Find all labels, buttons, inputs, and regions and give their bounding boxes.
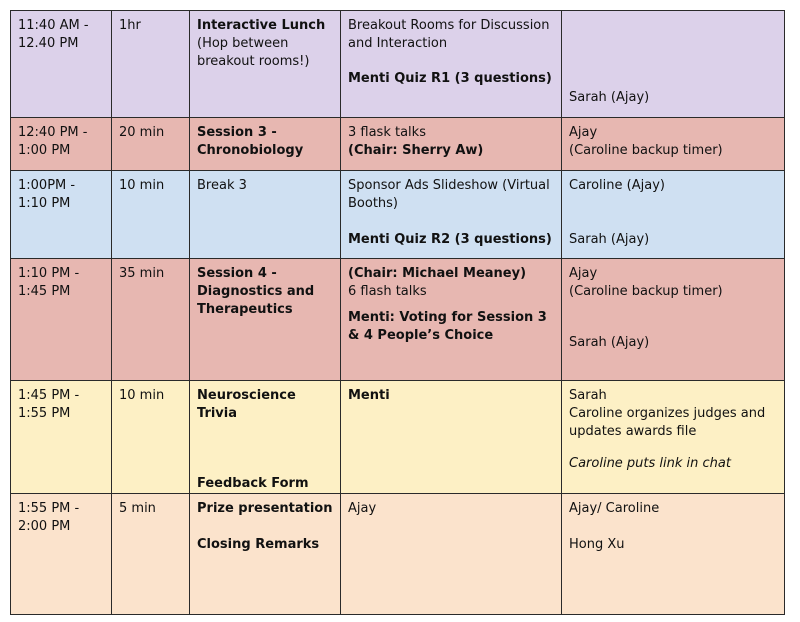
lead-cell: [562, 381, 785, 494]
duration-cell: 35 min: [112, 259, 190, 381]
activity-text: Ajay: [348, 501, 377, 516]
activity-text: Sponsor Ads Slideshow (Virtual Booths): [348, 178, 550, 211]
lead-text: Hong Xu: [569, 537, 625, 552]
schedule-row-trivia: [11, 381, 785, 494]
session-cell: [190, 381, 341, 494]
schedule-row-closing: [11, 494, 785, 615]
lead-cell: [562, 494, 785, 615]
activity-cell: [341, 11, 562, 118]
activity-menti: Menti Quiz R1 (3 questions): [348, 71, 552, 86]
lead-text: Caroline organizes judges and updates awards file: [569, 406, 766, 439]
activity-menti: Menti: Voting for Session 3 & 4 People’s Choice: [348, 310, 547, 343]
duration-cell: 10 min: [112, 381, 190, 494]
lead-text: Ajay: [569, 266, 598, 281]
session-title: Break 3: [197, 178, 247, 193]
activity-text: 3 flask talks: [348, 125, 426, 140]
duration-cell: 5 min: [112, 494, 190, 615]
session-cell: [190, 11, 341, 118]
schedule-table: [10, 10, 785, 615]
lead-note: Caroline puts link in chat: [569, 456, 731, 471]
session-title: Session 3 - Chronobiology: [197, 125, 304, 158]
lead-text: (Caroline backup timer): [569, 284, 723, 299]
activity-cell: [341, 259, 562, 381]
activity-cell: [341, 494, 562, 615]
lead-text: Sarah (Ajay): [569, 232, 650, 247]
duration-cell: 1hr: [112, 11, 190, 118]
lead-text: (Caroline backup timer): [569, 143, 723, 158]
lead-text: Ajay/ Caroline: [569, 501, 660, 516]
duration-cell: 10 min: [112, 171, 190, 259]
activity-cell: [341, 118, 562, 171]
lead-cell: [562, 118, 785, 171]
session-title-closing: Closing Remarks: [197, 537, 320, 552]
activity-text: 6 flash talks: [348, 284, 427, 299]
time-cell: 1:00PM - 1:10 PM: [11, 171, 112, 259]
schedule-row-session-4: [11, 259, 785, 381]
lead-cell: [562, 259, 785, 381]
time-cell: 1:55 PM - 2:00 PM: [11, 494, 112, 615]
lead-text: Sarah (Ajay): [569, 90, 650, 105]
time-cell: 1:45 PM - 1:55 PM: [11, 381, 112, 494]
lead-text: Caroline (Ajay): [569, 178, 665, 193]
lead-text: Ajay: [569, 125, 598, 140]
lead-text: Sarah: [569, 388, 607, 403]
activity-cell: [341, 171, 562, 259]
session-cell: [190, 259, 341, 381]
lead-text: Sarah (Ajay): [569, 335, 650, 350]
lead-cell: [562, 11, 785, 118]
session-title: Session 4 - Diagnostics and Therapeutics: [197, 266, 315, 317]
activity-cell: [341, 381, 562, 494]
activity-chair: (Chair: Sherry Aw): [348, 143, 484, 158]
duration-cell: 20 min: [112, 118, 190, 171]
session-title: Interactive Lunch: [197, 18, 326, 33]
time-cell: 11:40 AM - 12.40 PM: [11, 11, 112, 118]
time-cell: 1:10 PM - 1:45 PM: [11, 259, 112, 381]
schedule-row-session-3: [11, 118, 785, 171]
lead-cell: [562, 171, 785, 259]
session-cell: [190, 118, 341, 171]
session-cell: [190, 171, 341, 259]
activity-chair: (Chair: Michael Meaney): [348, 266, 527, 281]
time-cell: 12:40 PM - 1:00 PM: [11, 118, 112, 171]
schedule-row-lunch: [11, 11, 785, 118]
activity-text: Breakout Rooms for Discussion and Interaction: [348, 18, 550, 51]
session-cell: [190, 494, 341, 615]
session-title-feedback: Feedback Form: [197, 476, 309, 491]
schedule-row-break-3: [11, 171, 785, 259]
session-title: Neuroscience Trivia: [197, 388, 296, 421]
activity-menti: Menti Quiz R2 (3 questions): [348, 232, 552, 247]
session-title: Prize presentation: [197, 501, 333, 516]
activity-menti: Menti: [348, 388, 390, 403]
session-note: (Hop between breakout rooms!): [197, 36, 310, 69]
